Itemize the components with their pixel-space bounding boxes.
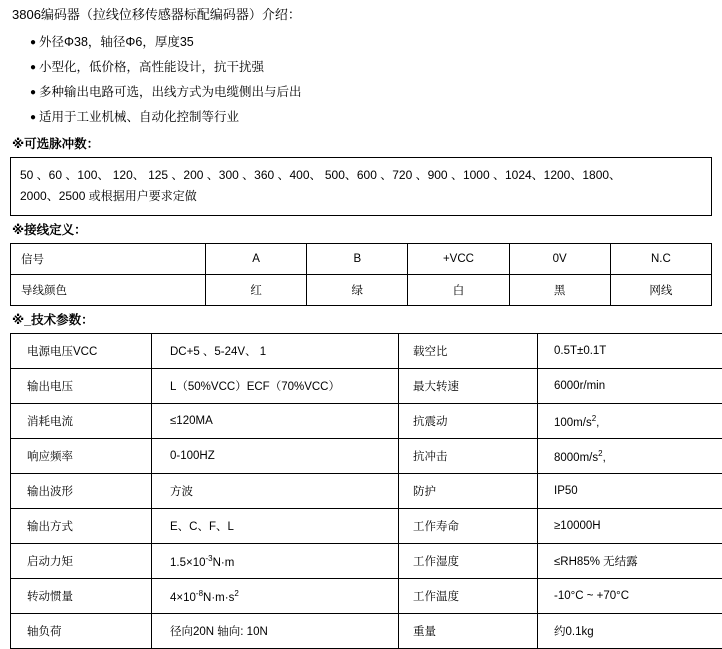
table-cell: B	[307, 244, 408, 275]
spec-key: 响应频率	[11, 439, 152, 474]
spec-key: 工作寿命	[399, 509, 538, 544]
pulse-options-box	[10, 157, 712, 216]
table-cell: 绿	[307, 275, 408, 306]
bullet-icon: ●	[30, 112, 36, 123]
feature-list	[10, 30, 712, 130]
spec-key: 工作湿度	[399, 544, 538, 579]
spec-value: 方波	[152, 474, 399, 509]
table-cell: A	[206, 244, 307, 275]
spec-value: ≤120MA	[152, 404, 399, 439]
spec-value: -10°C ~ +70°C	[538, 579, 722, 614]
bullet-icon: ●	[30, 37, 36, 48]
spec-key: 轴负荷	[11, 614, 152, 649]
spec-key: 转动惯量	[11, 579, 152, 614]
spec-key: 启动力矩	[11, 544, 152, 579]
spec-value: $8000m/s^2$,	[538, 439, 722, 474]
spec-table	[10, 333, 722, 649]
spec-value: ≤RH85% 无结露	[538, 544, 722, 579]
spec-key: 输出方式	[11, 509, 152, 544]
spec-key: 输出波形	[11, 474, 152, 509]
pulse-line: 2000、2500 或根据用户要求定做	[20, 186, 702, 207]
table-cell: +VCC	[408, 244, 509, 275]
table-cell: N.C	[610, 244, 711, 275]
wiring-table-wrap	[10, 243, 712, 306]
spec-value: 6000r/min	[538, 369, 722, 404]
list-item	[30, 55, 712, 80]
table-row	[11, 509, 722, 544]
spec-key: 最大转速	[399, 369, 538, 404]
spec-value: DC+5 、5-24V、 1	[152, 334, 399, 369]
spec-value: 0-100HZ	[152, 439, 399, 474]
bullet-icon: ●	[30, 87, 36, 98]
table-row	[11, 404, 722, 439]
list-item-label: 多种输出电路可选，出线方式为电缆侧出与后出	[39, 85, 302, 99]
spec-key: 抗冲击	[399, 439, 538, 474]
list-item-label: 外径Φ38，轴径Φ6，厚度35	[39, 35, 194, 49]
spec-value: E、C、F、L	[152, 509, 399, 544]
list-item-label: 小型化，低价格，高性能设计，抗干扰强	[39, 60, 264, 74]
table-cell: 网线	[610, 275, 711, 306]
table-row	[11, 439, 722, 474]
list-item	[30, 80, 712, 105]
table-row	[11, 244, 712, 275]
list-item-label: 适用于工业机械、自动化控制等行业	[39, 110, 239, 124]
page-title: 3806编码器（拉线位移传感器标配编码器）介绍：	[12, 6, 712, 24]
row-label: 导线颜色	[11, 275, 206, 306]
spec-key: 工作温度	[399, 579, 538, 614]
spec-value: IP50	[538, 474, 722, 509]
spec-key: 重量	[399, 614, 538, 649]
table-row	[11, 334, 722, 369]
table-cell: 黑	[509, 275, 610, 306]
spec-key: 防护	[399, 474, 538, 509]
spec-key: 载空比	[399, 334, 538, 369]
spec-value: $4\times 10^{-8}N\cdot m\cdot s^2$	[152, 579, 399, 614]
spec-value: L（50%VCC）ECF（70%VCC）	[152, 369, 399, 404]
pulse-line: 50 、60 、100、 120、 125 、200 、300 、360 、400、 500、600 、720 、900 、1000 、1024、1200、1800、	[20, 165, 702, 186]
spec-value: $1.5\times 10^{-3}N\cdot m$	[152, 544, 399, 579]
wiring-section-heading: ※接线定义：	[12, 220, 712, 240]
table-row	[11, 275, 712, 306]
table-cell: 白	[408, 275, 509, 306]
spec-value: $100m/s^2$,	[538, 404, 722, 439]
wiring-table	[10, 243, 712, 306]
table-cell: 0V	[509, 244, 610, 275]
spec-section-heading: ※_技术参数：	[12, 310, 712, 330]
bullet-icon: ●	[30, 62, 36, 73]
table-row	[11, 369, 722, 404]
spec-key: 电源电压VCC	[11, 334, 152, 369]
row-label: 信号	[11, 244, 206, 275]
list-item	[30, 105, 712, 130]
table-row	[11, 579, 722, 614]
table-row	[11, 544, 722, 579]
table-cell: 红	[206, 275, 307, 306]
list-item	[30, 30, 712, 55]
spec-key: 输出电压	[11, 369, 152, 404]
table-row	[11, 474, 722, 509]
spec-value: ≥10000H	[538, 509, 722, 544]
spec-value: 径向20N 轴向: 10N	[152, 614, 399, 649]
spec-key: 抗震动	[399, 404, 538, 439]
spec-key: 消耗电流	[11, 404, 152, 439]
spec-value: 0.5T±0.1T	[538, 334, 722, 369]
pulse-section-heading: ※可选脉冲数：	[12, 134, 712, 154]
spec-value: 约0.1kg	[538, 614, 722, 649]
table-row	[11, 614, 722, 649]
